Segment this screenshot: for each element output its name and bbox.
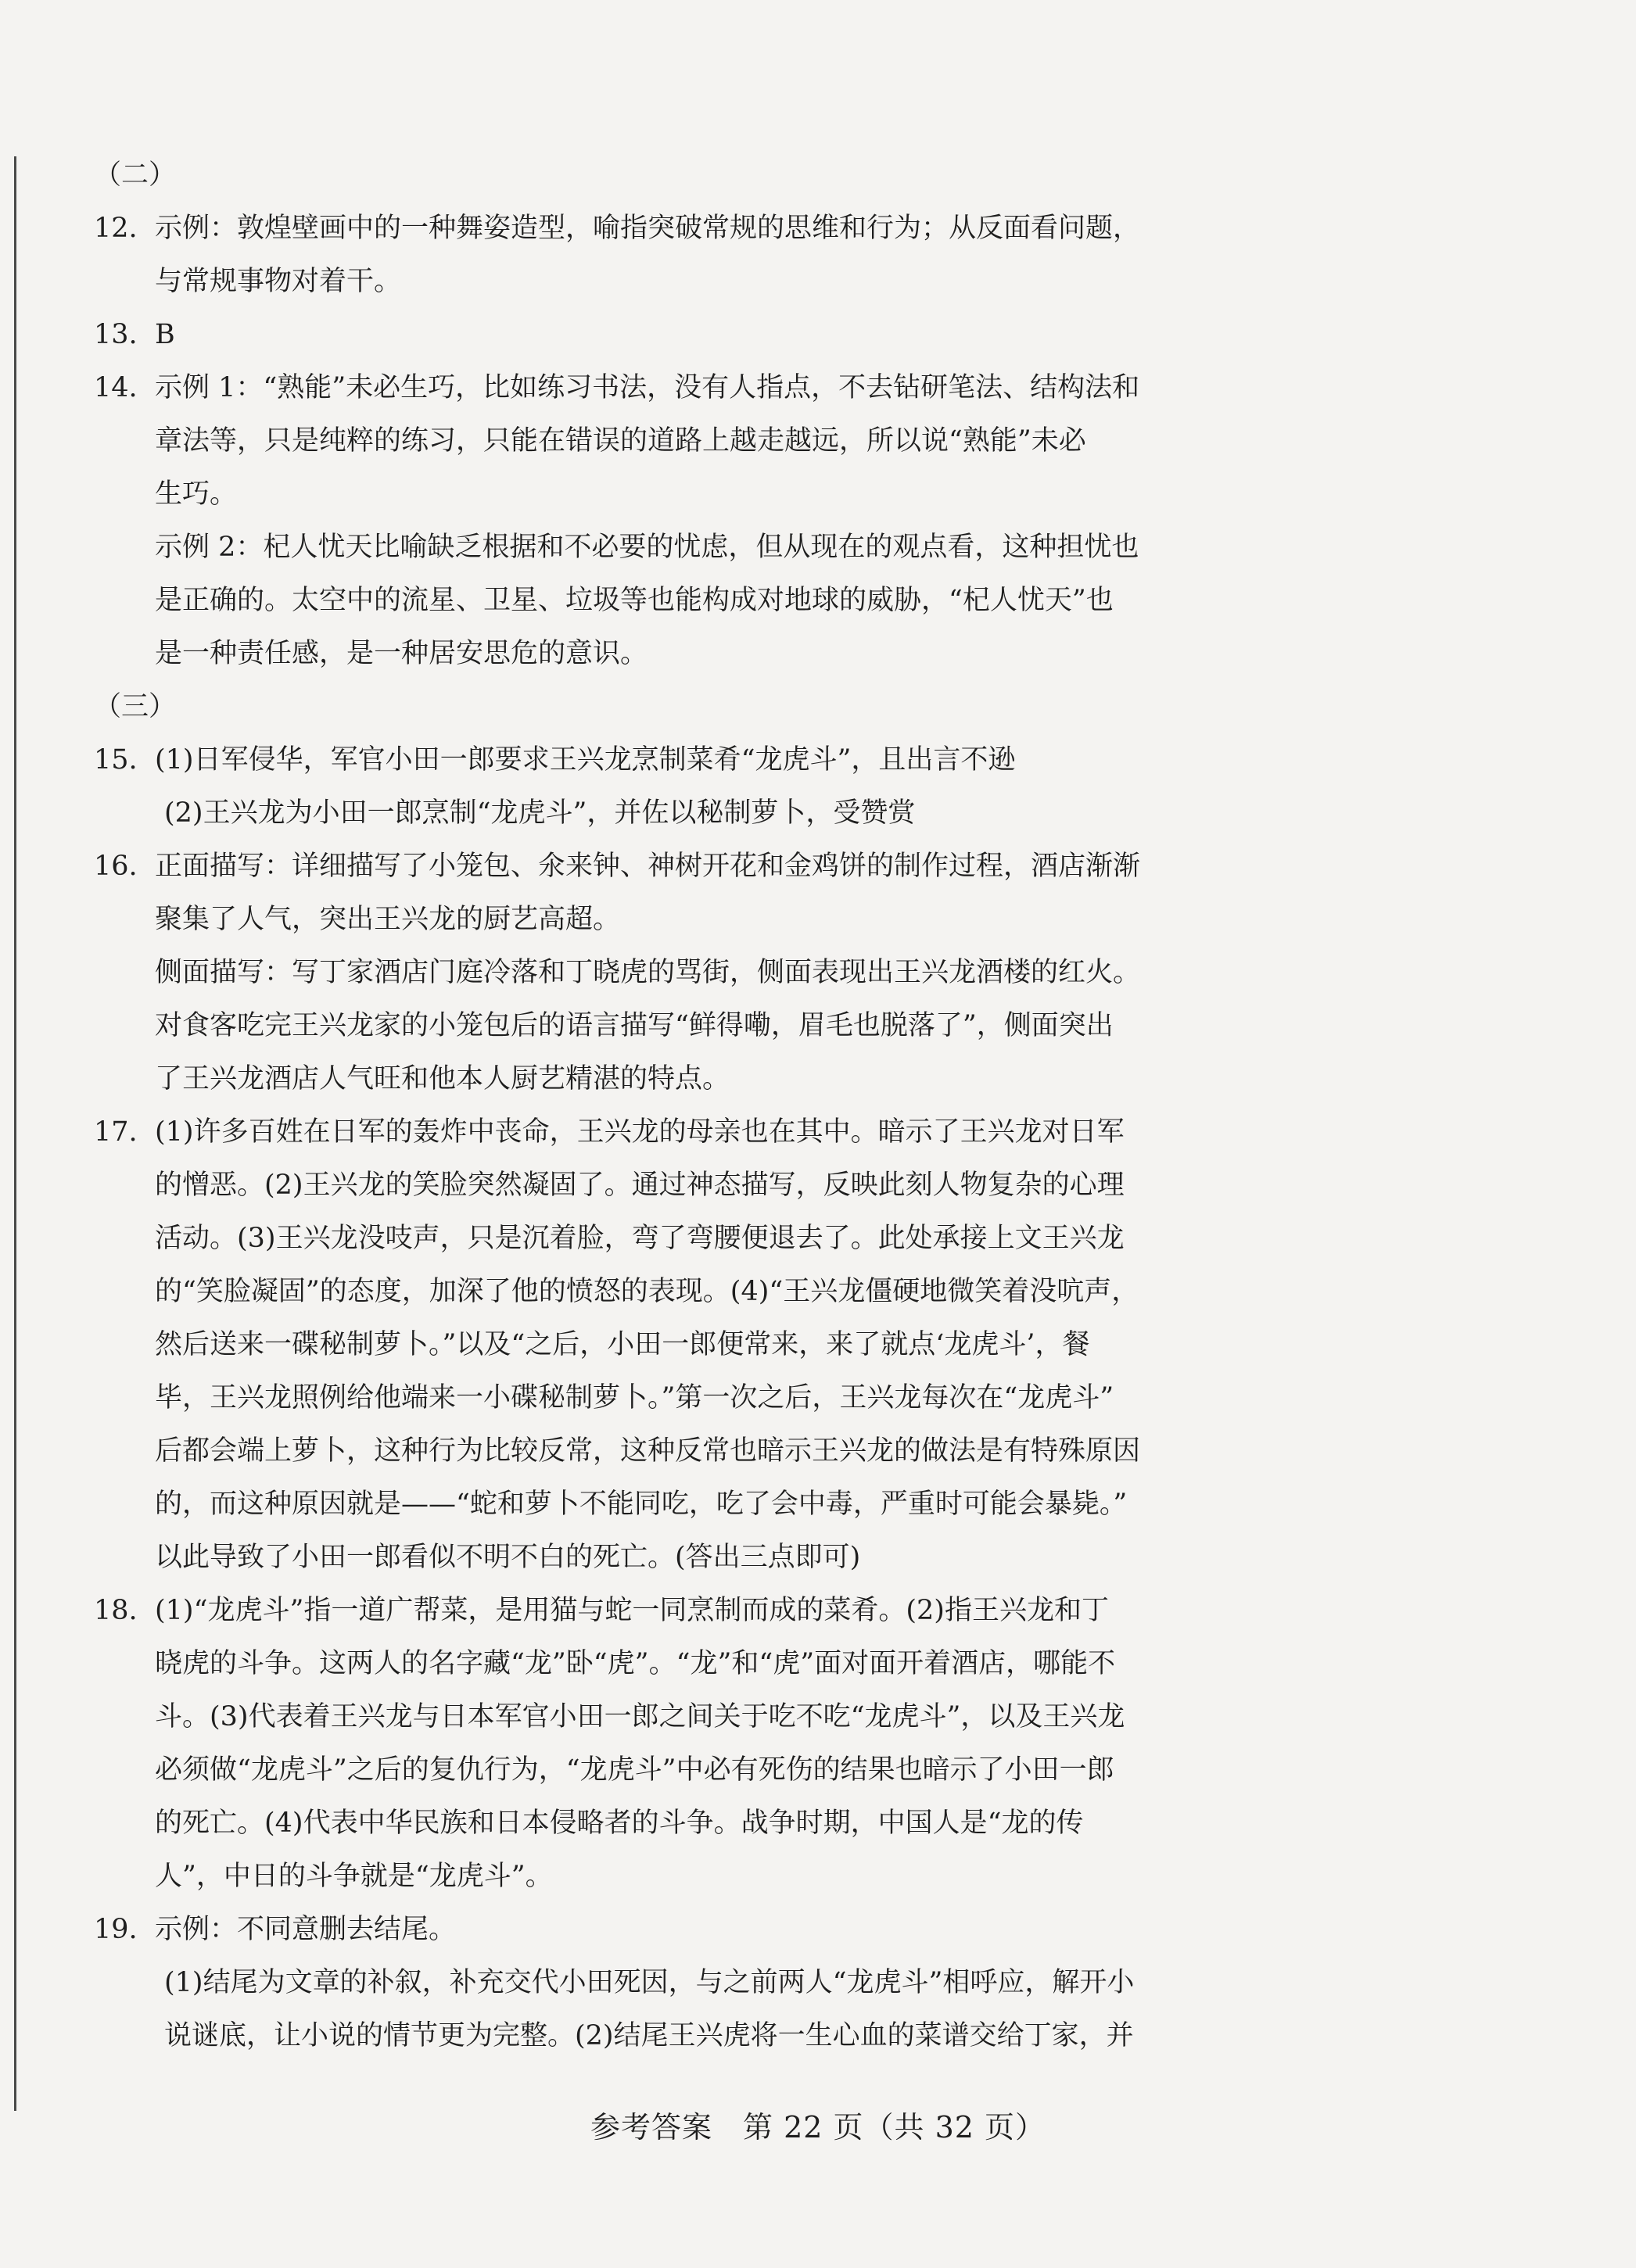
item-number: 19.: [94, 1914, 138, 1945]
answer-line: 以此导致了小田一郎看似不明不白的死亡。(答出三点即可): [155, 1542, 861, 1573]
answer-item-16: [94, 840, 1345, 1105]
page-footer: 参考答案 第 22 页（共 32 页）: [590, 2110, 1046, 2144]
item-number: 15.: [94, 744, 138, 776]
answer-line: 毕，王兴龙照例给他端来一小碟秘制萝卜。”第一次之后，王兴龙每次在“龙虎斗”: [155, 1382, 1114, 1413]
answer-line: 必须做“龙虎斗”之后的复仇行为，“龙虎斗”中必有死伤的结果也暗示了小田一郎: [155, 1754, 1114, 1786]
answer-item-15: [94, 733, 1345, 840]
answer-line: (1)“龙虎斗”指一道广帮菜，是用猫与蛇一同烹制而成的菜肴。(2)指王兴龙和丁: [155, 1595, 1109, 1626]
answer-line: 人”，中日的斗争就是“龙虎斗”。: [155, 1861, 553, 1892]
item-number: 16.: [94, 851, 138, 882]
answer-line: 与常规事物对着干。: [155, 266, 402, 297]
answer-line: 晓虎的斗争。这两人的名字藏“龙”卧“虎”。“龙”和“虎”面对面开着酒店，哪能不: [155, 1648, 1116, 1679]
answer-item-13: [94, 308, 1345, 361]
answer-line: 的“笑脸凝固”的态度，加深了他的愤怒的表现。(4)“王兴龙僵硬地微笑着没吭声，: [155, 1276, 1139, 1307]
item-number: 17.: [94, 1116, 138, 1148]
answer-line: 是正确的。太空中的流星、卫星、垃圾等也能构成对地球的威胁，“杞人忧天”也: [155, 585, 1114, 616]
answer-item-12: [94, 202, 1345, 308]
answer-line: 然后送来一碟秘制萝卜。”以及“之后，小田一郎便常来，来了就点‘龙虎斗’，餐: [155, 1329, 1090, 1360]
answer-line: 斗。(3)代表着王兴龙与日本军官小田一郎之间关于吃不吃“龙虎斗”，以及王兴龙: [155, 1701, 1125, 1732]
answer-line: 生巧。: [155, 478, 238, 510]
answer-line: 示例：不同意删去结尾。: [155, 1914, 457, 1945]
answer-line: 侧面描写：写丁家酒店门庭冷落和丁晓虎的骂街，侧面表现出王兴龙酒楼的红火。: [155, 957, 1141, 988]
answer-line: 后都会端上萝卜，这种行为比较反常，这种反常也暗示王兴龙的做法是有特殊原因: [155, 1435, 1141, 1467]
answer-item-17: [94, 1105, 1345, 1584]
answer-line: 示例 1：“熟能”未必生巧，比如练习书法，没有人指点，不去钻研笔法、结构法和: [155, 372, 1140, 403]
answer-item-19: [94, 1903, 1345, 2062]
answer-line: 聚集了人气，突出王兴龙的厨艺高超。: [155, 904, 621, 935]
item-number: 14.: [94, 372, 138, 403]
answer-line: 说谜底，让小说的情节更为完整。(2)结尾王兴虎将一生心血的菜谱交给丁家，并: [164, 2020, 1134, 2051]
answer-line: 对食客吃完王兴龙家的小笼包后的语言描写“鲜得嘞，眉毛也脱落了”，侧面突出: [155, 1010, 1114, 1041]
answer-line: 的憎恶。(2)王兴龙的笑脸突然凝固了。通过神态描写，反映此刻人物复杂的心理: [155, 1170, 1125, 1201]
answer-line: 正面描写：详细描写了小笼包、氽来钟、神树开花和金鸡饼的制作过程，酒店渐渐: [155, 851, 1141, 882]
answer-item-18: [94, 1584, 1345, 1903]
binding-margin-line: [14, 156, 16, 2111]
answer-line: 是一种责任感，是一种居安思危的意识。: [155, 638, 648, 669]
answer-line: (1)结尾为文章的补叙，补充交代小田死因，与之前两人“龙虎斗”相呼应，解开小: [164, 1967, 1135, 1998]
answer-line: 示例：敦煌壁画中的一种舞姿造型，喻指突破常规的思维和行为；从反面看问题，: [155, 213, 1141, 244]
answer-line: 示例 2：杞人忧天比喻缺乏根据和不必要的忧虑，但从现在的观点看，这种担忧也: [155, 532, 1139, 563]
answer-line: 了王兴龙酒店人气旺和他本人厨艺精湛的特点。: [155, 1063, 730, 1095]
answer-line: (1)许多百姓在日军的轰炸中丧命，王兴龙的母亲也在其中。暗示了王兴龙对日军: [155, 1116, 1125, 1148]
answer-content: [94, 149, 1345, 2062]
answer-line: B: [155, 319, 175, 350]
section-heading-2: （二）: [94, 159, 177, 191]
answer-line: (1)日军侵华，军官小田一郎要求王兴龙烹制菜肴“龙虎斗”，且出言不逊: [155, 744, 1016, 776]
item-number: 18.: [94, 1595, 138, 1626]
section-heading-3: （三）: [94, 691, 177, 722]
answer-line: 的，而这种原因就是——“蛇和萝卜不能同吃，吃了会中毒，严重时可能会暴毙。”: [155, 1489, 1128, 1520]
answer-line: 活动。(3)王兴龙没吱声，只是沉着脸，弯了弯腰便退去了。此处承接上文王兴龙: [155, 1223, 1125, 1254]
answer-item-14: [94, 361, 1345, 680]
answer-line: (2)王兴龙为小田一郎烹制“龙虎斗”，并佐以秘制萝卜，受赞赏: [164, 797, 916, 829]
answer-line: 章法等，只是纯粹的练习，只能在错误的道路上越走越远，所以说“熟能”未必: [155, 425, 1086, 457]
item-number: 12.: [94, 213, 138, 244]
answer-line: 的死亡。(4)代表中华民族和日本侵略者的斗争。战争时期，中国人是“龙的传: [155, 1808, 1084, 1839]
item-number: 13.: [94, 319, 138, 350]
